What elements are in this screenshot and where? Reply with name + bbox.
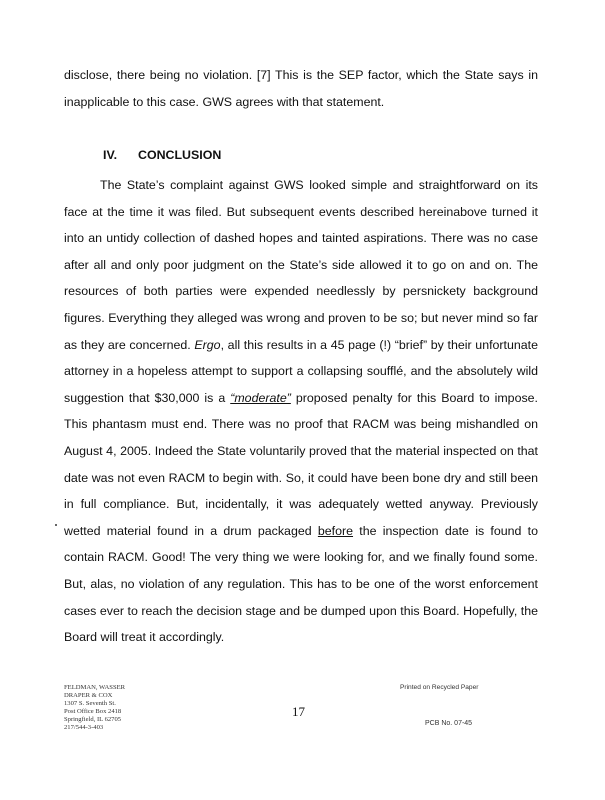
page-number: 17 <box>292 704 305 719</box>
scan-speck <box>55 524 57 526</box>
firm-line: FELDMAN, WASSER <box>64 684 126 691</box>
section-title: CONCLUSION <box>138 148 222 162</box>
recycled-paper-note: Printed on Recycled Paper <box>400 684 479 691</box>
paragraph-conclusion <box>64 172 538 651</box>
conclusion-text-part-4: the inspection date is found to contain RACM. Good! The very thing we were looking for, and we finally found some. But, alas, no violation of any regulation. This has to be one of the worst enforcement cases ever to reach the decision stage and be dumped upon this Board. Hopefully, the Board will treat it accordingly. <box>64 523 538 645</box>
paragraph-sep-factor: disclose, there being no violation. [7] This is the SEP factor, which the State says in inapplicable to this case. GWS agrees with that statement. <box>64 68 538 109</box>
law-firm-address-block <box>64 684 125 733</box>
before-underlined: before <box>317 523 354 538</box>
ergo-italic: Ergo <box>194 337 221 352</box>
section-heading <box>103 148 221 162</box>
conclusion-text-part-2: , all this results in a 45 page (!) “brief” by their unfortunate attorney in a hopeless attempt to support a collapsing soufflé, and the absolutely wild suggestion that $30,000 is a <box>64 337 538 405</box>
firm-line: 1307 S. Seventh St. <box>64 700 116 708</box>
firm-line: DRAPER & COX <box>64 692 113 700</box>
case-number: PCB No. 07-45 <box>425 720 473 727</box>
conclusion-text-part-1: The State’s complaint against GWS looked simple and straightforward on its face at the time it was filed. But subsequent events described hereinabove turned it into an untidy collection of dashed hopes and tainted aspirations. There was no case after all and only poor judgment on the State’s side allowed it to go on and on. The resources of both parties were expended needlessly by persnickety background figures. Everything they alleged was wrong and proven to be so; but never mind so far as they are concerned. <box>64 178 538 352</box>
conclusion-text-part-3: proposed penalty for this Board to impose. This phantasm must end. There was no proof that RACM was being mishandled on August 4, 2005. Indeed the State voluntarily proved that the material inspected on that date was not even RACM to begin with. So, it could have been bone dry and still been in full compliance. But, incidentally, it was adequately wetted anyway. Previously wetted material found in a drum packaged <box>64 390 538 538</box>
firm-line: 217/544-3-403 <box>64 724 104 732</box>
firm-line: Post Office Box 2418 <box>64 708 122 716</box>
firm-line: Springfield, IL 62705 <box>64 716 122 724</box>
section-number: IV. <box>103 148 118 162</box>
moderate-emphasis: “moderate” <box>230 390 291 405</box>
